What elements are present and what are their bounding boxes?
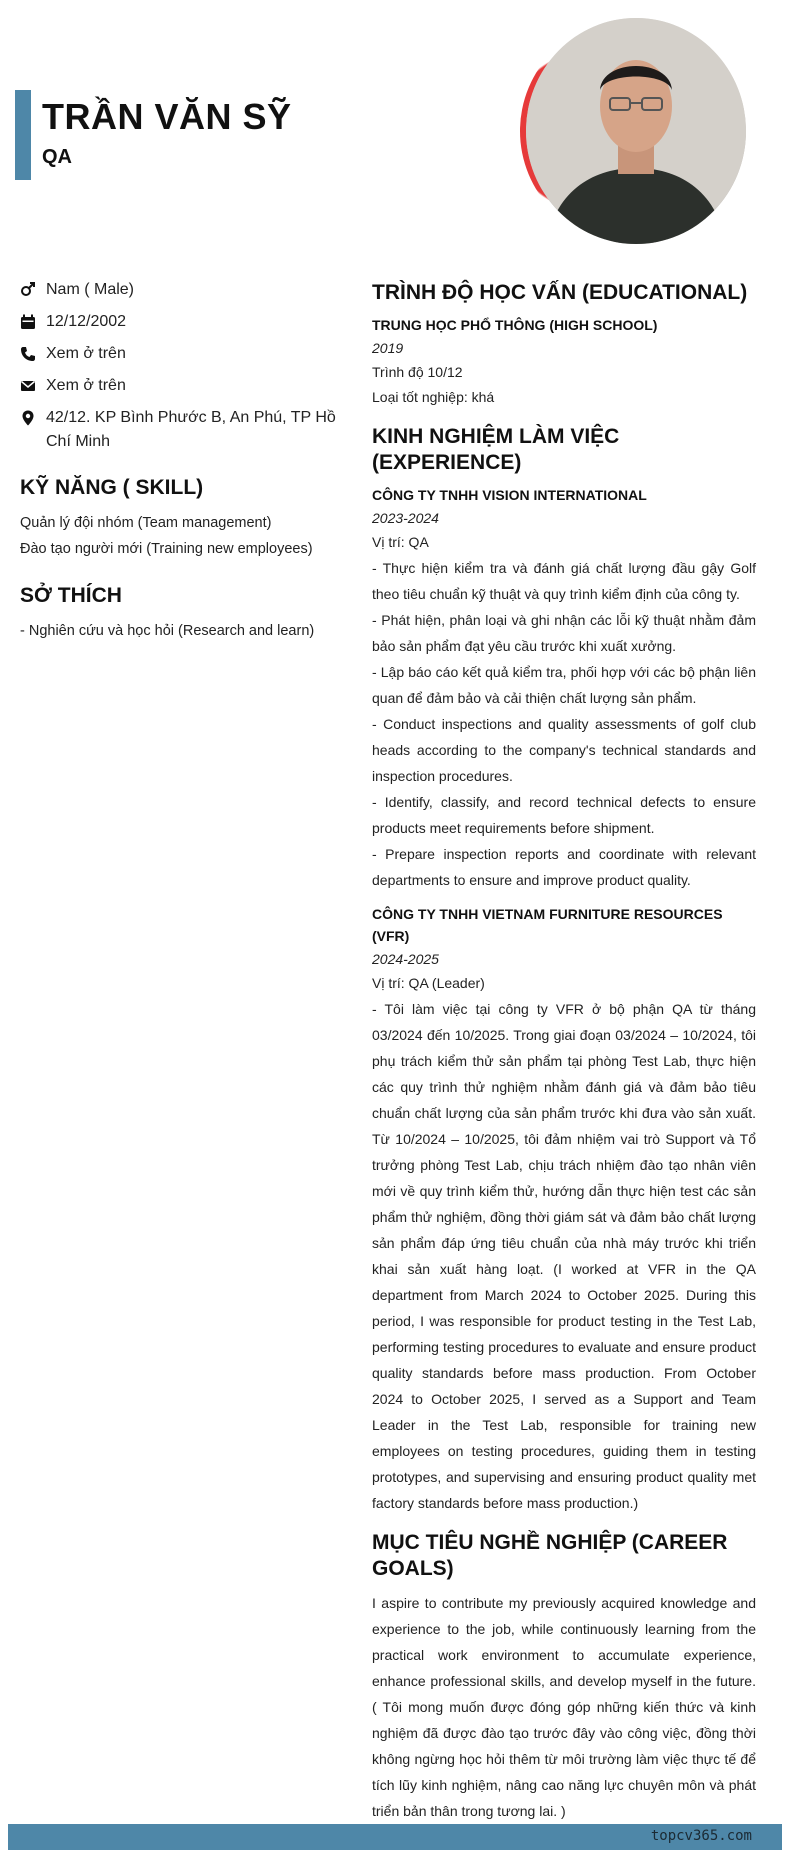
- contact-address-text: 42/12. KP Bình Phước B, An Phú, TP Hồ Chí Minh: [46, 409, 336, 450]
- contact-gender: [20, 278, 350, 302]
- job-period: 2023-2024: [372, 510, 439, 526]
- job-company: CÔNG TY TNHH VISION INTERNATIONAL: [372, 487, 647, 503]
- job-detail: - Prepare inspection reports and coordinate with relevant departments to ensure and improve product quality.: [372, 846, 756, 888]
- goals-title: MỤC TIÊU NGHỀ NGHIỆP (CAREER GOALS): [372, 1531, 728, 1580]
- contact-gender-text: Nam ( Male): [46, 281, 135, 298]
- job-period: 2024-2025: [372, 951, 439, 967]
- job-position: Vị trí: QA (Leader): [372, 975, 485, 991]
- left-column: [20, 278, 350, 644]
- avatar: [526, 18, 746, 244]
- education-title: TRÌNH ĐỘ HỌC VẤN (EDUCATIONAL): [372, 281, 748, 304]
- avatar-portrait: [526, 18, 746, 244]
- skill-item: Quản lý đội nhóm (Team management): [20, 515, 272, 531]
- contact-email-text: Xem ở trên: [46, 377, 126, 394]
- job-position: Vị trí: QA: [372, 534, 429, 550]
- right-column: [372, 280, 756, 1824]
- phone-icon: [20, 342, 46, 366]
- footer-bar: [8, 1824, 782, 1850]
- job-detail: - Phát hiện, phân loại và ghi nhận các lỗi kỹ thuật nhằm đảm bảo sản phẩm đạt yêu cầu trước khi xuất xưởng.: [372, 612, 756, 654]
- skill-item: Đào tạo người mới (Training new employees): [20, 541, 313, 557]
- contact-phone: [20, 342, 350, 366]
- job-detail: - Conduct inspections and quality assessments of golf club heads according to the company's technical standards and inspection procedures.: [372, 716, 756, 784]
- education-year: 2019: [372, 340, 404, 356]
- hobby-item: - Nghiên cứu và học hỏi (Research and learn): [20, 623, 315, 639]
- job-company: CÔNG TY TNHH VIETNAM FURNITURE RESOURCES (VFR): [372, 906, 723, 944]
- location-icon: [20, 406, 46, 430]
- contact-address: [20, 406, 350, 454]
- candidate-name: TRẦN VĂN SỸ: [42, 96, 292, 137]
- education-level: Trình độ 10/12: [372, 364, 463, 380]
- contact-birthday: [20, 310, 350, 334]
- job-detail: - Thực hiện kiểm tra và đánh giá chất lượng đầu gậy Golf theo tiêu chuẩn kỹ thuật và quy trình kiểm định của công ty.: [372, 560, 756, 602]
- job-detail: - Lập báo cáo kết quả kiểm tra, phối hợp với các bộ phận liên quan để đảm bảo và cải thiện chất lượng sản phẩm.: [372, 664, 756, 706]
- gender-icon: [20, 278, 46, 302]
- job-detail: - Identify, classify, and record technical defects to ensure products meet requirements before shipment.: [372, 794, 756, 836]
- footer-brand: topcv365.com: [650, 1828, 752, 1844]
- email-icon: [20, 374, 46, 398]
- calendar-icon: [20, 310, 46, 334]
- experience-title: KINH NGHIỆM LÀM VIỆC (EXPERIENCE): [372, 425, 620, 474]
- candidate-role: QA: [42, 146, 72, 168]
- header-accent-bar: [15, 90, 31, 180]
- education-grade: Loại tốt nghiệp: khá: [372, 389, 495, 405]
- education-school: TRUNG HỌC PHỔ THÔNG (HIGH SCHOOL): [372, 317, 658, 333]
- contact-email: [20, 374, 350, 398]
- job-detail: - Tôi làm việc tại công ty VFR ở bộ phận QA từ tháng 03/2024 đến 10/2025. Trong giai đoạn 03/2024 – 10/2024, tôi phụ trách kiểm thử sản phẩm tại phòng Test Lab, thực hiện các quy trình thử nghiệm nhằm đánh giá và đảm bảo tiêu chuẩn chất lượng của sản phẩm trước khi đưa vào sản xuất. Từ 10/2024 – 10/2025, tôi đảm nhiệm vai trò Support và Tổ trưởng phòng Test Lab, chịu trách nhiệm đào tạo nhân viên mới về quy trình kiểm thử, hướng dẫn thực hiện test các sản phẩm thử nghiệm, đồng thời giám sát và đảm bảo chất lượng sản phẩm đáp ứng tiêu chuẩn của nhà máy trước khi triển khai sản xuất hàng loạt. (I worked at VFR in the QA department from March 2024 to October 2025. During this period, I was responsible for product testing in the Test Lab, performing testing procedures to evaluate and ensure product quality standards before mass production. From October 2024 to October 2025, I served as a Support and Team Leader in the Test Lab, responsible for training new employees on testing procedures, guiding them in testing prototypes, and supervising and ensuring product quality met factory standards before mass production.): [372, 1001, 756, 1511]
- goals-text: I aspire to contribute my previously acquired knowledge and experience to the job, while continuously learning from the practical work environment to accumulate experience, enhance professional skills, and develop myself in the future. ( Tôi mong muốn được đóng góp những kiến thức và kinh nghiệm đã được đào tạo trước đây vào công việc, đồng thời không ngừng học hỏi thêm từ môi trường làm việc thực tế để tích lũy kinh nghiệm, nâng cao năng lực chuyên môn và phát triển bản thân trong tương lai. ): [372, 1595, 756, 1819]
- contact-birthday-text: 12/12/2002: [46, 313, 127, 330]
- skills-title: KỸ NĂNG ( SKILL): [20, 476, 204, 499]
- contact-phone-text: Xem ở trên: [46, 345, 126, 362]
- hobbies-title: SỞ THÍCH: [20, 584, 122, 607]
